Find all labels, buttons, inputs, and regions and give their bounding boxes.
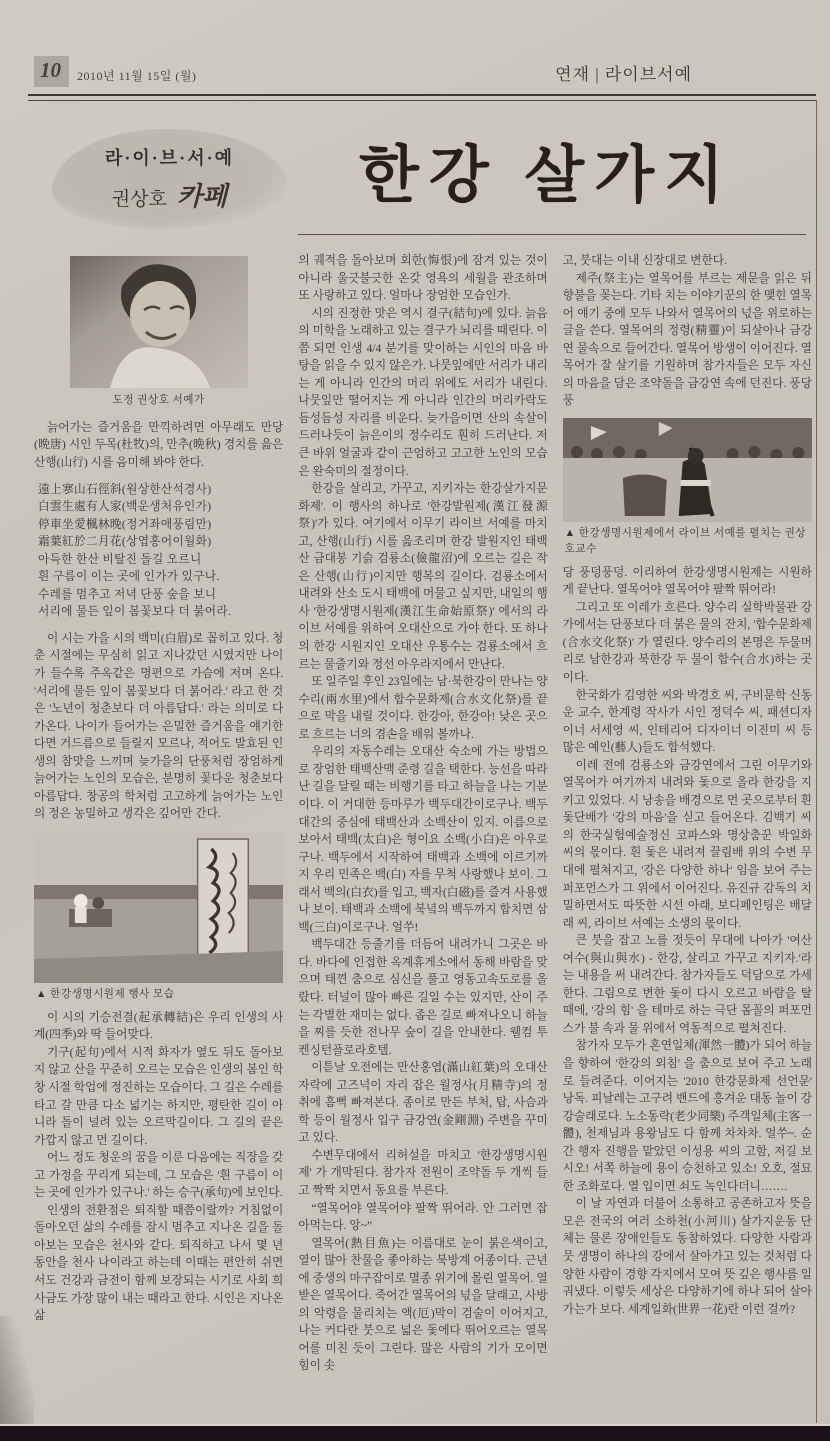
article-body — [34, 252, 812, 1417]
article-paragraph: 수변무대에서 리허설을 마치고 '한강생명시원제' 가 개막된다. 참가자 전원이 조약돌 두 개씩 들고 짝짝 치면서 동요를 부른다. — [298, 1148, 548, 1197]
poem-line: 흰 구름이 이는 곳에 인가가 있구나. — [38, 570, 220, 584]
left-lower — [34, 1009, 283, 1325]
article-paragraph: 그리고 또 이레가 흐른다. 양수리 실학박물관 강가에서는 단풍보다 더 붉은 물의 잔치, '합수문화제(合水文化祭)' 가 열린다. 양수리의 본명은 두물머리로 남한강과 북한강 두 물이 합수(合水)하는 곳이다. — [562, 600, 812, 684]
article-paragraph: 열목어(熱目魚)는 이름대로 눈이 붉은색이고, 열이 많아 찬물을 좋아하는 북방계 어종이다. 근년에 중생의 마구잡이로 멸종 위기에 몰린 열목어. 열 받은 열목어다. 죽어간 열목어의 넋을 달래고, 사방의 악령을 물리치는 액(厄)막이 검술이 이어지고, 나는 커다란 붓으로 넓은 돛에다 뛰어오르는 열목어를 미친 듯이 그린다. 많은 사람의 기가 모이면 힘이 솟 — [298, 1236, 548, 1373]
performance-caption: ▲ 한강생명시원제에서 라이브 서예를 펼치는 권상호교수 — [564, 527, 807, 555]
headline-rule — [298, 234, 806, 235]
series-label: 라·이·브·서·예 — [105, 148, 234, 168]
article-paragraph: 한국화가 김영한 씨와 박경호 씨, 구비문학 신동운 교수, 한계령 작사가 시인 정덕수 씨, 패션디자이너 서세영 씨, 인테리어 디자이너 이진미 씨 등 많은 예인(藝人)들도 합석했다. — [562, 688, 812, 755]
performance-photo — [563, 418, 812, 522]
column-middle — [298, 252, 547, 1417]
hanshi-poem — [38, 481, 283, 621]
article-paragraph: 이레 전에 검룡소와 금강연에서 그린 이무기와 열목어가 여기까지 내려와 돛으로 올라 한강을 지키고 있었다. 시 낭송을 배경으로 먼 곳으로부터 흰 돛단배가 '강의 마음'을 싣고 들어온다. 김백기 씨의 한국실험예술정신 코파스와 명상춤꾼 박일화 씨의 몫이다. 흰 돛은 내려져 끌림배 위의 수변 무대에 펼쳐지고, '강은 다양한 하나' 임을 보여 주는 퍼포먼스가 그 위에서 이어진다. 유진규 감독의 치밀하면서도 따뜻한 시선 아래, 보디페인팅은 배달래 씨, 라이브 서예는 소생의 몫이다. — [562, 758, 812, 930]
poem-line: 霜葉紅於二月花(상엽홍어이월화) — [38, 535, 212, 549]
cafe-script-logo: 카페 — [176, 182, 228, 212]
poem-line: 수레를 멈추고 저녁 단풍 숲을 보니 — [38, 587, 217, 601]
author-name: 권상호 — [111, 189, 167, 210]
article-paragraph: 또 일주일 후인 23일에는 남·북한강이 만나는 양수리(兩水里)에서 합수문화제(合水文化祭)를 끝으로 막을 내릴 것이다. 한강아, 한강아! 낮은 곳으로 흐르는 너의 겸손을 배워 볼까나. — [298, 675, 548, 741]
article-paragraph: 이 시의 기승전결(起承轉結)은 우리 인생의 사계(四季)와 딱 들어맞다. — [34, 1010, 284, 1042]
masthead — [52, 116, 806, 241]
page-header — [34, 56, 810, 87]
page-number: 10 — [34, 56, 69, 87]
article-paragraph: 당 풍덩풍덩. 이리하여 한강생명시원제는 시원하게 끝난다. 열목어야 열목어야 팔짝 뛰어라! — [562, 565, 812, 597]
column-right — [563, 252, 812, 1417]
right-top — [563, 252, 812, 410]
portrait-caption: 도정 권상호 서예가 — [112, 395, 205, 406]
series-author-line — [112, 176, 227, 213]
event-photo — [34, 833, 283, 983]
article-paragraph: 우리의 자동수레는 오대산 숙소에 가는 방법으로 장엄한 태백산맥 준령 길을 택한다. 능선을 따라 난 길을 달릴 때는 비행기를 타고 하늘을 나는 기분이다. 이 거대한 등마루가 백두대간이로구나. 백두대간의 중심에 태백산과 소백산이 있지. 이름으로 보아서 태백(太白)은 형이요 소백(小白)은 아우로구나. 백두에서 시작하여 태백과 소백에 이르기까지 우리 민족은 백(白) 자를 무척 사랑했나 보이. 그래서 백의(白衣)를 입고, 백자(白磁)를 즐겨 사용했나 보이. 태백과 소백에 북녘의 백두까지 합치면 삼백(三白)이로구나. 얼쑤! — [298, 745, 548, 934]
event-figure — [34, 833, 283, 1003]
article-paragraph: 시의 진정한 맛은 역시 결구(結句)에 있다. 늙음의 미학을 노래하고 있는 결구가 뇌리를 때린다. 이쯤 되면 인생 4/4 분기를 맞이하는 시인의 마음 바탕을 읽을 수 있지 않은가. 나뭇잎에만 서리가 내리는 게 아니라 인간의 머리 위에도 서리가 내린다. 나뭇잎만 떨어지는 게 아니라 인간의 머리카락도 듬성듬성 자리를 비운다. 늦가을이면 산의 속살이 드러나듯이 늙은이의 정수리도 훤히 드러난다. 저 큰 바위 얼굴과 같이 근엄하고 고고한 노인의 모습은 완숙미의 절정이다. — [298, 306, 548, 478]
article-paragraph: 이 시는 가을 시의 백미(白眉)로 꼽히고 있다. 청춘 시절에는 무심히 읽고 지나갔던 시였지만 나이가 들수록 주옥같은 명편으로 가슴에 저며 온다. '서리에 물든 잎이 봄꽃보다 더 붉어라.' 라고 한 것은 '노년이 청춘보다 더 아름답다.' 라는 의미로 다가온다. 나이가 들어가는 은밀한 즐거움을 얘기한다면 거드름으로 들릴지 모르나, 적어도 발효된 인생의 참맛을 느끼며 늦가을의 단풍처럼 장엄하게 늙어가는 노인의 모습은, 분명히 꽃다운 청춘보다 아름답다. 창공의 학처럼 고고하게 늙어가는 노인의 정은 농밀하고 생각은 깊어만 간다. — [34, 631, 284, 821]
article-paragraph: 이튿날 오전에는 만산홍엽(滿山紅葉)의 오대산 자락에 고즈넉이 자리 잡은 월정사(月精寺)의 정취에 흠뻑 빠져본다. 종이로 만든 부처, 탑, 사슴과 학 등이 월정사 입구 금강연(金剛淵) 주변을 꾸미고 있다. — [298, 1061, 548, 1145]
article-paragraph: 의 궤적을 돌아보며 회한(悔恨)에 잠겨 있는 것이 아니라 울긋불긋한 온갖 영욕의 세월을 관조하며 또 사랑하고 있다. 얼마나 장엄한 모습인가. — [298, 254, 548, 303]
article-paragraph: 고, 붓대는 이내 신장대로 변한다. — [562, 254, 727, 267]
article-paragraph: 한강을 살리고, 가꾸고, 지키자는 한강살가지문화제'. 이 행사의 하나로 '한강발원제(漢江發源祭)'가 있다. 여기에서 이무기 라이브 서예를 마치고, 산행(山行) 시를 읊조리며 한강 발원지인 태백산 금대봉 기슭 검룡소(儉龍沼)에 오르는 길은 작은 산행(山行)이지만 행복의 길이다. 검룡소에서 내려와 산소 도시 태백에 머물고 싶지만, 내일의 행사 '한강생명시원제(漢江生命始原祭)' 에서의 라이브 서예를 위하여 오대산으로 가야 한다. 또 하나의 한강 시원지인 오대산 우통수는 검룡소에서 흐르는 물줄기와 정선 아우라지에서 만난다. — [298, 482, 548, 671]
poem-line: 停車坐愛楓林晚(정거좌애풍림만) — [38, 517, 212, 531]
article-paragraph: 이 날 자연과 더불어 소통하고 공존하고자 뜻을 모은 전국의 여러 소하천(小河川) 살가지운동 단체는 물론 장애인들도 동참하였다. 다양한 사람과 뭇 생명이 하나의 강에서 살아가고 있는 것처럼 다양한 사람이 경향 각지에서 모여 뜻 깊은 행사를 일궈냈다. 이렇듯 세상은 다양하기에 하나 되어 살아가는가 보다. 세계일화(世界一花)란 이런 걸까? — [562, 1197, 812, 1316]
article-paragraph: 제주(祭主)는 열목어를 부르는 제문을 읽은 뒤 향불을 꽂는다. 기타 치는 이야기꾼의 한 맺힌 열목어 얘기 중에 모두 나와서 열목어의 넋을 위로하는 글을 쓴다. 열목어의 정령(精靈)이 되살아나 금강연 물속으로 들어간다. 열목어 방생이 이어진다. 열목어가 잘 살기를 기원하며 참가자들은 모두 자신의 마음을 담은 조약돌을 금강연 속에 던진다. 풍당풍 — [562, 271, 812, 408]
scan-shadow — [0, 1316, 34, 1426]
column-left — [34, 252, 283, 1417]
left-after-poem — [34, 630, 283, 823]
article-paragraph: 어느 정도 청운의 꿈을 이룬 다음에는 직장을 갖고 가정을 꾸리게 되는데, 그 모습은 '흰 구름이 이는 곳에 인가가 있구나.' 하는 승구(承句)에 보인다. — [34, 1151, 284, 1200]
article-paragraph: “열목어야 열목어야 팔짝 뛰어라. 안 그러면 잡아먹는다. 앙~” — [298, 1201, 548, 1233]
article-paragraph: 백두대간 등줄기를 더듬어 내려가니 그곳은 바다. 바다에 인접한 옥계휴게소에서 동해 바람을 맞으며 태껸 춤으로 심신을 풀고 영동고속도로를 올랐다. 터널이 많아 빠른 길일 수는 있지만, 산이 주는 각별한 재미는 없다. 좁은 길로 빠져나오니 하늘을 찌를 듯한 전나무 숲이 길을 안내한다. 웰컴 투 켄싱턴플로라호텔. — [298, 938, 548, 1057]
poem-line: 서리에 물든 잎이 봄꽃보다 더 붉어라. — [38, 605, 232, 619]
scan-edge — [0, 1424, 830, 1441]
article-paragraph: 인생의 전환점은 퇴직할 때쯤이랄까? 거침없이 돌아오던 삶의 수레를 잠시 멈추고 지나온 길을 돌아보는 모습은 천사와 같다. 퇴직하고 나서 몇 년 동안을 천사 나이라고 하는데 이때는 편안히 쉬면서도 건강과 금전이 함께 보장되는 시기로 사회 희사금도 가장 많이 내는 때라고 한다. 시인은 지나온 삶 — [34, 1203, 284, 1323]
series-badge — [52, 129, 287, 229]
right-bottom — [563, 564, 812, 1319]
article-paragraph: 기구(起句)에서 시적 화자가 옆도 뒤도 돌아보지 않고 산을 꾸준히 오르는 모습은 인생의 봄인 학창 시절 학업에 정진하는 모습이다. 그 길은 수레를 타고 갈 만큼 다소 넓기는 하지만, 평탄한 길이 아니라 돌이 널려 있는 오르막길이다. 그 길의 끝은 가깝지 않고 먼 길이다. — [34, 1045, 284, 1147]
left-intro — [34, 419, 283, 472]
page-edge-rule — [816, 100, 817, 1423]
poem-line: 白雲生處有人家(백운생처유인가) — [38, 500, 212, 514]
portrait-photo — [70, 256, 248, 388]
poem-line: 아득한 한산 비탈진 돌길 오르니 — [38, 552, 202, 566]
portrait-figure — [70, 256, 248, 409]
article-paragraph: 큰 붓을 잡고 노를 젓듯이 무대에 나아가 '여산여수(與山與水) - 한강, 살리고 가꾸고 지키자.'라는 내용을 써 내려간다. 참가자들도 덕담으로 가세한다. 그림으로 변한 돛이 다시 오르고 바람을 탈 때에, '강의 힘' 을 테마로 하는 극단 몸꼴의 퍼포먼스가 불 속과 물 위에서 역동적으로 펼쳐진다. — [562, 934, 812, 1035]
article-paragraph: 늙어가는 즐거움을 만끽하려면 아무래도 만당(晩唐) 시인 두목(杜牧)의, 만추(晩秋) 경치를 읊은 산행(山行) 시를 음미해 봐야 한다. — [34, 420, 284, 469]
performance-figure — [563, 418, 812, 558]
page-date: 2010년 11월 15일 (월) — [77, 69, 197, 83]
header-rule — [28, 94, 816, 101]
event-caption: ▲ 한강생명시원제 행사 모습 — [36, 988, 175, 1000]
article-headline: 한강 살가지 — [359, 142, 734, 210]
section-title: 연재 | 라이브서예 — [555, 65, 692, 84]
poem-line: 遠上寒山石徑斜(원상한산석경사) — [38, 482, 212, 496]
article-paragraph: 참가자 모두가 혼연일체(渾然一體)가 되어 하늘을 향하여 '한강의 외침' 을 춤으로 보여 주고 노래로 들려준다. 이어지는 '2010 한강문화제 선언문' 낭독. 피날레는 고구려 밴드에 흥겨운 대동 놀이 강강술래로다. 노소동락(老少同樂) 주객일체(主客一體), 천제님과 용왕님도 다 함께 차차차. 얼쑤~. 순간 행자 진행을 맡았던 이성용 씨의 고함, 저길 보시오! 서쪽 하늘에 용이 승천하고 있소! 오호, 절묘한 조화로다. 열 입이면 쇠도 녹인다더니……. — [562, 1039, 812, 1193]
